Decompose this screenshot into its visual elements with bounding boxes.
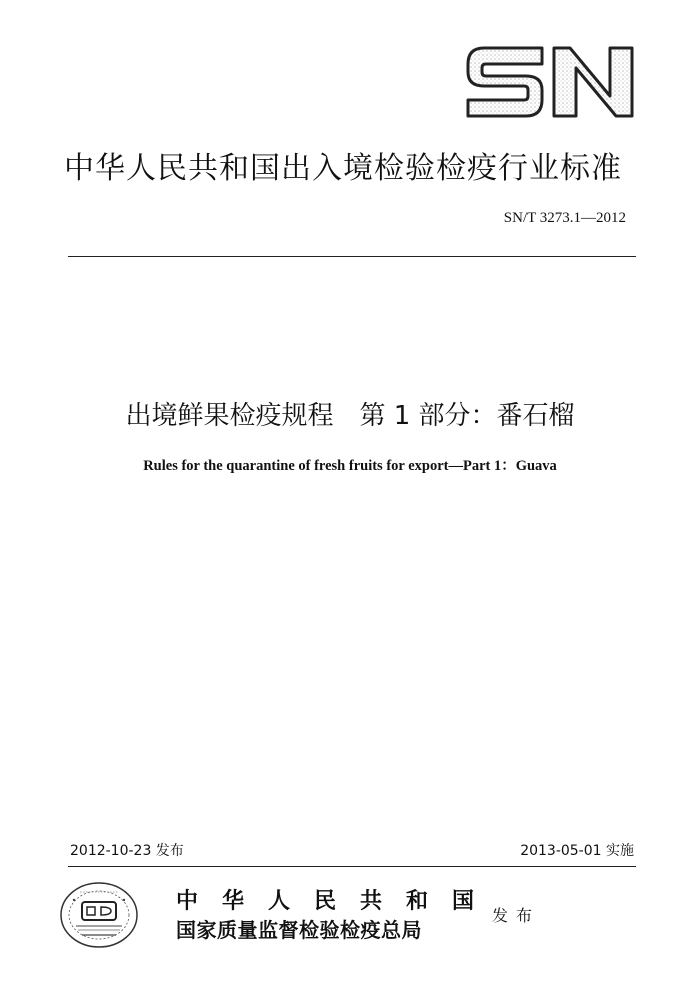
publisher-name-line-1: 中华人民共和国 xyxy=(176,888,499,914)
document-title-chinese: 出境鲜果检疫规程 第 1 部分：番石榴 xyxy=(125,401,575,431)
standard-number: SN/T 3273.1—2012 xyxy=(503,210,626,226)
issue-date: 2012-10-23 发布 xyxy=(70,843,184,859)
sn-standard-logo-icon xyxy=(462,42,638,122)
top-divider xyxy=(68,256,636,257)
publisher-name-line-2: 国家质量监督检验检疫总局 xyxy=(176,918,422,942)
implementation-date: 2013-05-01 实施 xyxy=(520,843,634,859)
bottom-divider xyxy=(68,866,636,867)
document-title-english: Rules for the quarantine of fresh fruits for export—Part 1：Guava xyxy=(143,458,557,474)
publisher-seal-icon xyxy=(58,880,140,950)
publish-label: 发布 xyxy=(492,906,541,925)
issuer-title: 中华人民共和国出入境检验检疫行业标准 xyxy=(64,151,622,186)
